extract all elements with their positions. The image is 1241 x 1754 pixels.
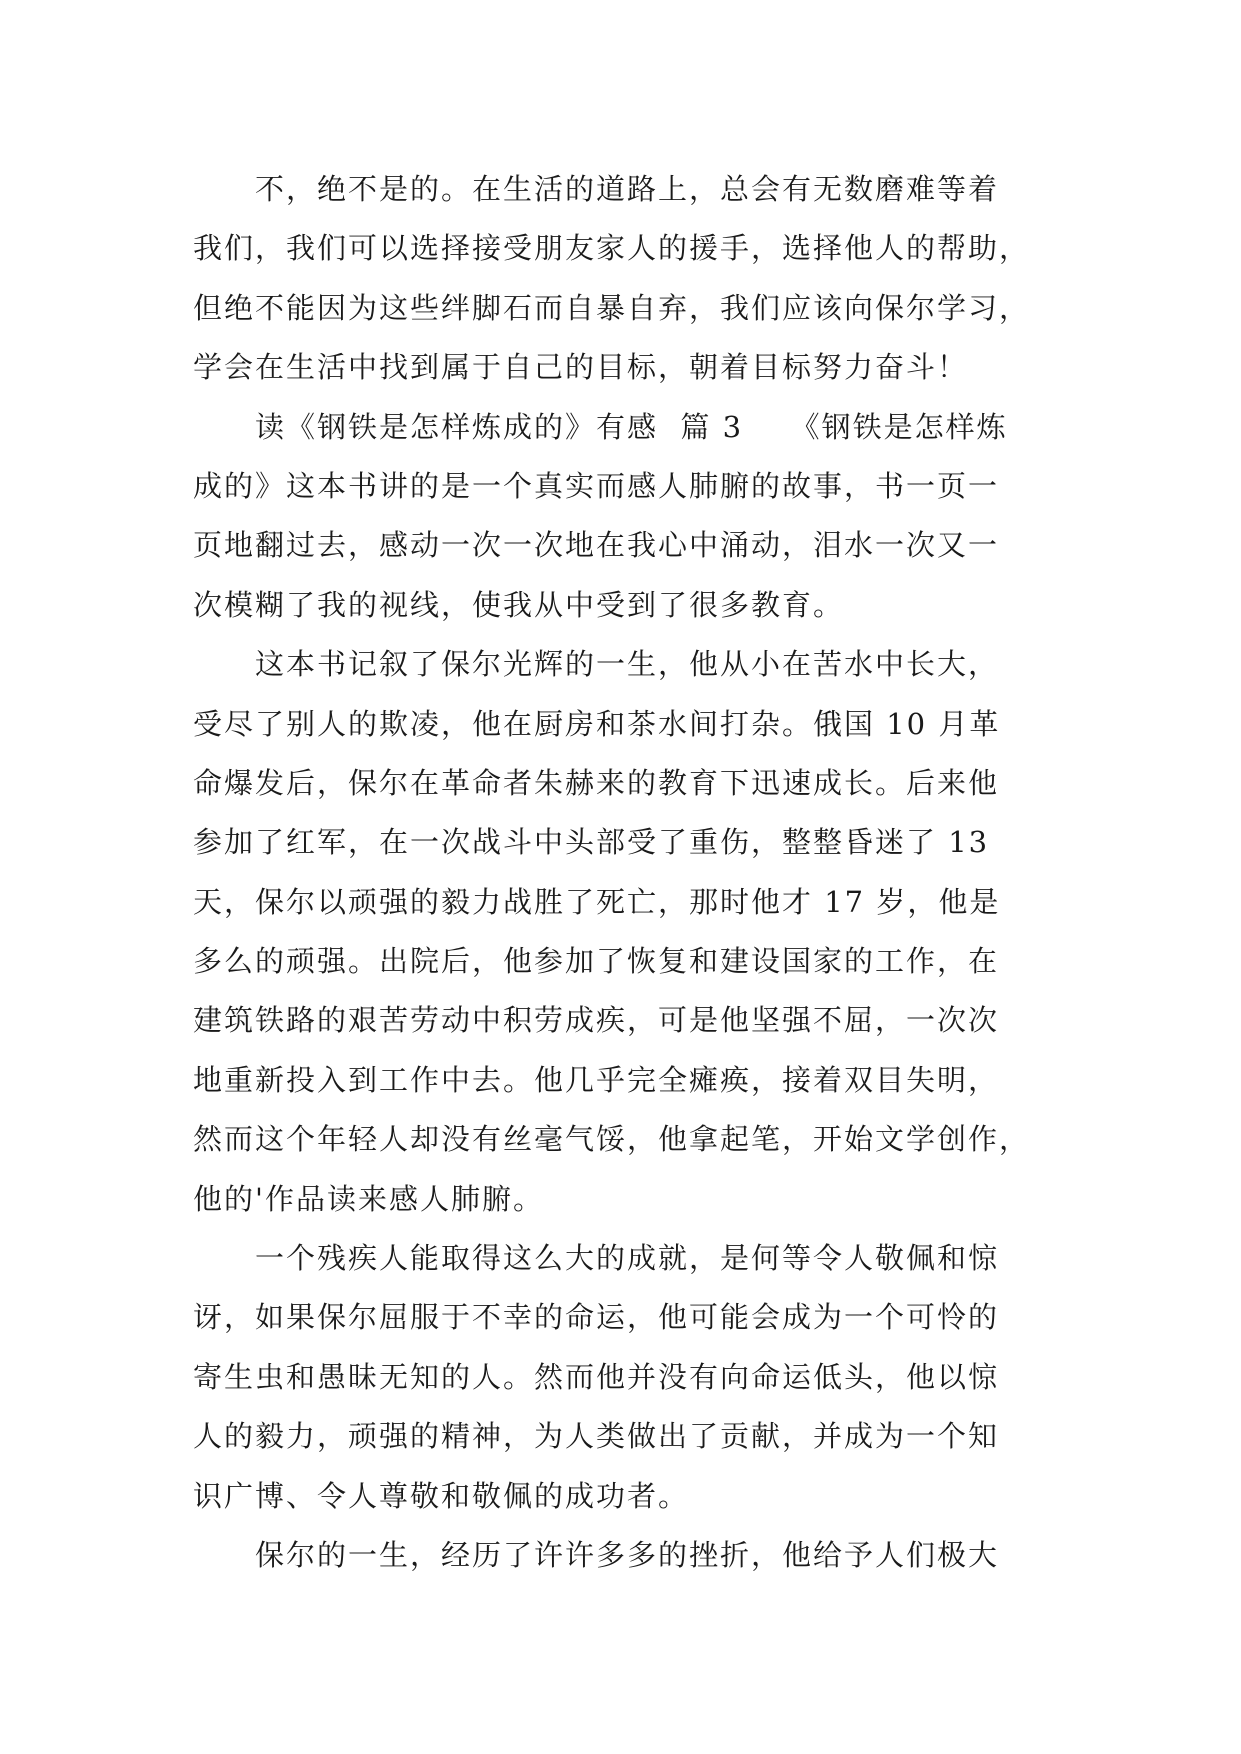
text-line-18: 他的'作品读来感人肺腑。: [193, 1181, 544, 1216]
text-line-4: 学会在生活中找到属于自己的目标，朝着目标努力奋斗！: [193, 350, 969, 385]
text-line-15: 建筑铁路的艰苦劳动中积劳成疾，可是他坚强不屈，一次次: [193, 1003, 1000, 1038]
text-line-3: 但绝不能因为这些绊脚石而自暴自弃，我们应该向保尔学习，: [193, 290, 1031, 325]
text-line-24: 保尔的一生，经历了许许多多的挫折，他给予人们极大: [193, 1537, 1000, 1572]
text-line-1: 不，绝不是的。在生活的道路上，总会有无数磨难等着: [193, 172, 1000, 206]
text-line-21: 寄生虫和愚昧无知的人。然而他并没有向命运低头，他以惊: [193, 1359, 1000, 1394]
text-line-17: 然而这个年轻人却没有丝毫气馁，他拿起笔，开始文学创作，: [193, 1122, 1031, 1157]
text-line-9: 这本书记叙了保尔光辉的一生，他从小在苦水中长大，: [193, 647, 1000, 682]
text-line-16: 地重新投入到工作中去。他几乎完全瘫痪，接着双目失明，: [193, 1062, 1000, 1097]
text-line-22: 人的毅力，顽强的精神，为人类做出了贡献，并成为一个知: [193, 1419, 1000, 1454]
text-line-7: 页地翻过去，感动一次一次地在我心中涌动，泪水一次又一: [193, 528, 1000, 563]
text-line-19: 一个残疾人能取得这么大的成就，是何等令人敬佩和惊: [193, 1241, 1000, 1276]
text-line-2: 我们，我们可以选择接受朋友家人的援手，选择他人的帮助，: [193, 231, 1031, 266]
section-heading-line: 读《钢铁是怎样炼成的》有感 篇 3 《钢铁是怎样炼: [193, 409, 1008, 444]
text-line-11: 命爆发后，保尔在革命者朱赫来的教育下迅速成长。后来他: [193, 765, 1000, 800]
text-line-10: 受尽了别人的欺凌，他在厨房和茶水间打杂。俄国 10 月革: [193, 706, 1001, 741]
text-line-12: 参加了红军，在一次战斗中头部受了重伤，整整昏迷了 13: [193, 825, 990, 860]
text-line-23: 识广博、令人尊敬和敬佩的成功者。: [193, 1478, 690, 1513]
essay-text: [193, 160, 1073, 1585]
text-line-14: 多么的顽强。出院后，他参加了恢复和建设国家的工作，在: [193, 944, 1000, 979]
text-line-20: 讶，如果保尔屈服于不幸的命运，他可能会成为一个可怜的: [193, 1300, 1000, 1335]
text-line-13: 天，保尔以顽强的毅力战胜了死亡，那时他才 17 岁，他是: [193, 884, 1001, 919]
text-line-6: 成的》这本书讲的是一个真实而感人肺腑的故事，书一页一: [193, 468, 1000, 503]
text-line-8: 次模糊了我的视线，使我从中受到了很多教育。: [193, 587, 845, 622]
